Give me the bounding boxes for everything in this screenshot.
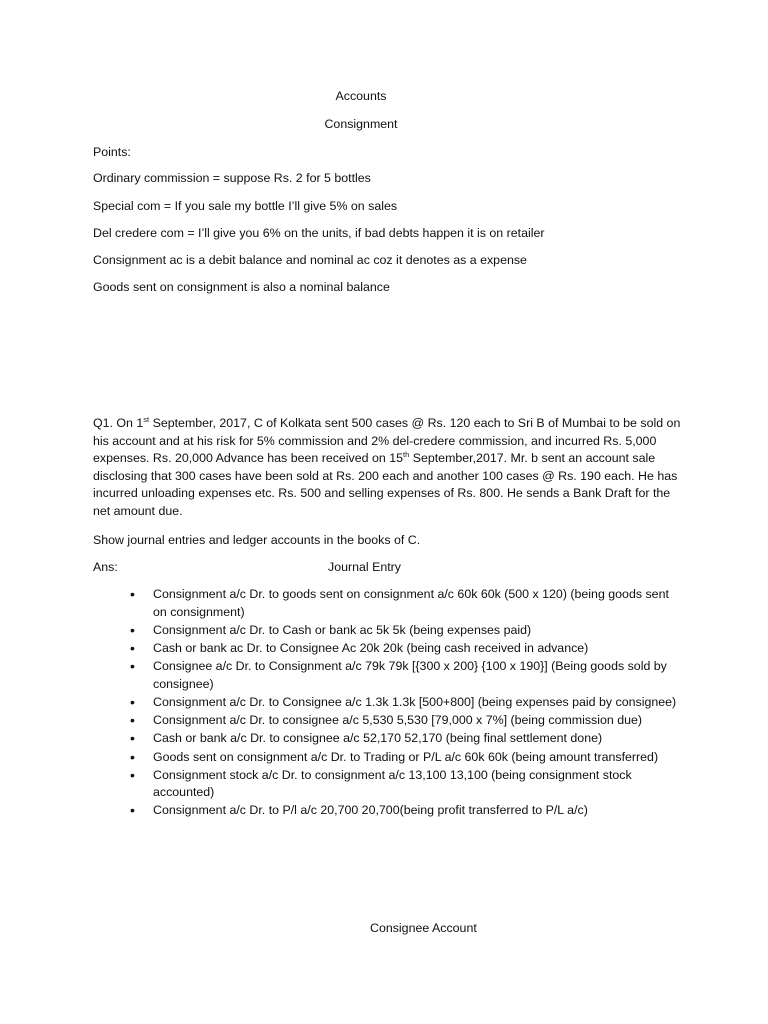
list-item: • Cash or bank ac Dr. to Consignee Ac 20k 20k (being cash received in advance) [130, 639, 589, 656]
point-item: Special com = If you sale my bottle I’ll give 5% on sales [93, 199, 398, 213]
bullet-icon: • [130, 586, 135, 602]
question-text: Q1. On 1 [93, 416, 144, 430]
point-item: Goods sent on consignment is also a nominal balance [93, 280, 390, 294]
point-item: Del credere com = I’ll give you 6% on the units, if bad debts happen it is on retailer [93, 226, 545, 240]
list-item: • Consignment a/c Dr. to Consignee a/c 1.3k 1.3k [500+800] (being expenses paid by consignee) [130, 693, 677, 710]
ordinal-suffix: th [402, 450, 410, 460]
points-label: Points: [93, 145, 131, 159]
question-paragraph [93, 415, 683, 521]
list-item: • Consignment a/c Dr. to goods sent on consignment a/c 60k 60k (500 x 120) (being goods sent on consignment) [130, 586, 669, 619]
question-text: September, 2017, C of Kolkata sent 500 cases @ Rs. 120 each to Sri B of Mumbai to be sold on his account and at his risk for 5% commission and 2% del-credere commission, and incurred Rs. 5,000 expenses. Rs. 20,000 Advance has been received on 15 [93, 416, 681, 466]
list-item: • Consignment a/c Dr. to consignee a/c 5,530 5,530 [79,000 x 7%] (being commission due) [130, 712, 643, 729]
list-item: • Consignee a/c Dr. to Consignment a/c 79k 79k [{300 x 200} {100 x 190}] (Being goods sold by consignee) [130, 658, 667, 691]
list-item: • Cash or bank a/c Dr. to consignee a/c 52,170 52,170 (being final settlement done) [130, 730, 603, 747]
bullet-icon: • [130, 748, 135, 765]
document-subtitle: Consignment [324, 117, 398, 131]
bullet-icon: • [130, 766, 135, 783]
point-item: Ordinary commission = suppose Rs. 2 for 5 bottles [93, 171, 371, 185]
bullet-icon: • [130, 639, 135, 656]
bullet-icon: • [130, 712, 135, 729]
document-title: Accounts [335, 89, 387, 103]
bullet-icon: • [130, 621, 135, 638]
bullet-icon: • [130, 658, 135, 675]
journal-entry-list [93, 586, 683, 821]
consignee-account-heading: Consignee Account [370, 921, 477, 935]
bullet-icon: • [130, 802, 135, 819]
journal-entry-heading: Journal Entry [328, 560, 402, 574]
list-item: • Consignment a/c Dr. to Cash or bank ac 5k 5k (being expenses paid) [130, 621, 532, 638]
answer-label: Ans: [93, 560, 118, 574]
point-item: Consignment ac is a debit balance and nominal ac coz it denotes as a expense [93, 253, 527, 267]
question-text: September,2017. Mr. b sent an account sale disclosing that 300 cases have been sold at Rs. 200 each and another 100 cases @ Rs. 190 each. He has incurred unloading expenses etc. Rs. 500 and selling expenses of Rs. 800. He sends a Bank Draft for the net amount due. [93, 451, 678, 518]
list-item: • Goods sent on consignment a/c Dr. to Trading or P/L a/c 60k 60k (being amount transferred) [130, 748, 659, 765]
list-item: • Consignment stock a/c Dr. to consignment a/c 13,100 13,100 (being consignment stock accounted) [130, 766, 632, 800]
bullet-icon: • [130, 693, 135, 710]
list-item: • Consignment a/c Dr. to P/l a/c 20,700 20,700(being profit transferred to P/L a/c) [130, 802, 588, 819]
question-instruction: Show journal entries and ledger accounts in the books of C. [93, 533, 421, 547]
bullet-icon: • [130, 730, 135, 747]
ordinal-suffix: st [143, 414, 150, 424]
